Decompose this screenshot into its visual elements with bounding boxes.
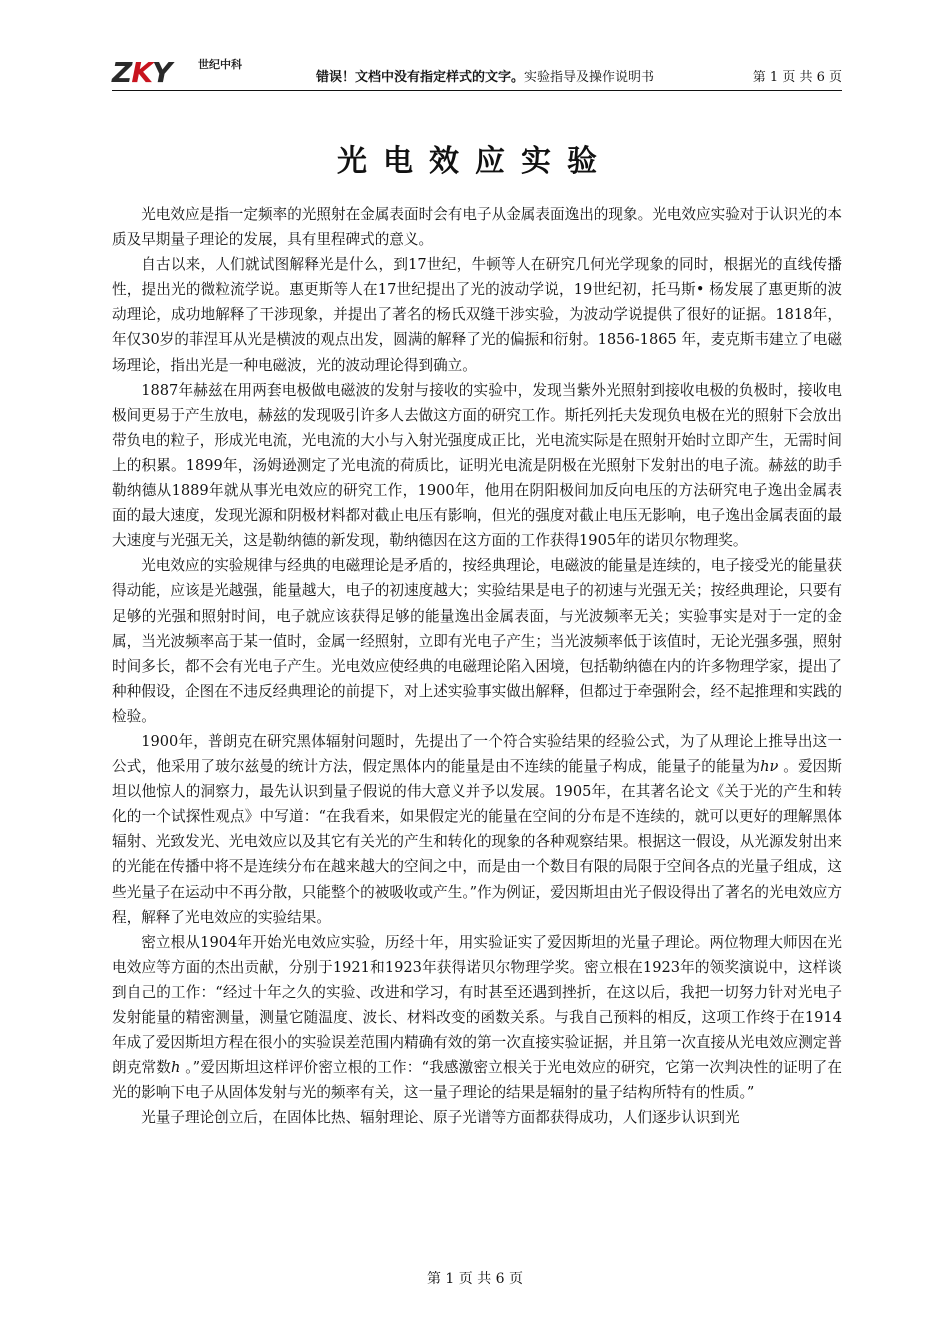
paragraph-6: [112, 930, 842, 1106]
header-doc-title: 实验指导及操作说明书: [524, 70, 655, 85]
document-title: 光电效应实验: [337, 144, 613, 179]
header-page-number: 第 1 页 共 6 页: [752, 70, 842, 85]
header-divider: [112, 90, 842, 91]
paragraph-3: 1887年赫兹在用两套电极做电磁波的发射与接收的实验中，发现当紫外光照射到接收电极的负极时，接收电极间更易于产生放电，赫兹的发现吸引许多人去做这方面的研究工作。斯托列托夫发现负电极在光的照射下会放出带负电的粒子，形成光电流，光电流的大小与入射光强度成正比，光电流实际是在照射开始时立即产生，无需时间上的积累。1899年，汤姆逊测定了光电流的荷质比，证明光电流是阴极在光照射下发射出的电子流。赫兹的助手勒纳德从1889年就从事光电效应的研究工作，1900年，他用在阴阳极间加反向电压的方法研究电子逸出金属表面的最大速度，发现光源和阴极材料都对截止电压有影响，但光的强度对截止电压无影响，电子逸出金属表面的最大速度与光强无关，这是勒纳德的新发现，勒纳德因在这方面的工作获得1905年的诺贝尔物理奖。: [112, 381, 842, 550]
paragraph-1: 光电效应是指一定频率的光照射在金属表面时会有电子从金属表面逸出的现象。光电效应实验对于认识光的本质及早期量子理论的发展，具有里程碑式的意义。: [112, 206, 842, 249]
logo-text: 世纪中科: [198, 58, 242, 71]
page-footer: 第 1 页 共 6 页: [426, 1271, 524, 1287]
planck-constant-symbol: h: [171, 1059, 181, 1077]
paragraph-6-text-b: 。”爱因斯坦这样评价密立根的工作：“我感激密立根关于光电效应的研究，它第一次判决性的证明了在光的影响下电子从固体发射与光的频率有关，这一量子理论的结果是辐射的量子结构所特有的性质。”: [112, 1059, 842, 1102]
header-center-text: [316, 66, 654, 85]
paragraph-4: 光电效应的实验规律与经典的电磁理论是矛盾的，按经典理论，电磁波的能量是连续的，电子接受光的能量获得动能，应该是光越强，能量越大，电子的初速度越大；实验结果是电子的初速与光强无关；按经典理论，只要有足够的光强和照射时间，电子就应该获得足够的能量逸出金属表面，与光波频率无关；实验事实是对于一定的金属，当光波频率高于某一值时，金属一经照射，立即有光电子产生；当光波频率低于该值时，无论光强多强，照射时间多长，都不会有光电子产生。光电效应使经典的电磁理论陷入困境，包括勒纳德在内的许多物理学家，提出了种种假设，企图在不违反经典理论的前提下，对上述实验事实做出解释，但都过于牵强附会，经不起推理和实践的检验。: [112, 557, 842, 725]
paragraph-6-text-a: 密立根从1904年开始光电效应实验，历经十年，用实验证实了爱因斯坦的光量子理论。两位物理大师因在光电效应等方面的杰出贡献，分别于1921和1923年获得诺贝尔物理学奖。密立根在1923年的领奖演说中，这样谈到自己的工作：“经过十年之久的实验、改进和学习，有时甚至还遇到挫折，在这以后，我把一切努力针对光电子发射能量的精密测量，测量它随温度、波长、材料改变的函数关系。与我自己预料的相反，这项工作终于在1914年成了爱因斯坦方程在很小的实验误差范围内精确有效的第一次直接实验证据，并且第一次直接从光电效应测定普朗克常数: [112, 933, 842, 1077]
company-logo: [112, 54, 262, 88]
logo-mark: [112, 58, 171, 88]
logo-letters: ZKY: [112, 56, 172, 89]
paragraph-5-text-a: 1900年，普朗克在研究黑体辐射问题时，先提出了一个符合实验结果的经验公式，为了从理论上推导出这一公式，他采用了玻尔兹曼的统计方法，假定黑体内的能量是由不连续的能量子构成，能量子的能量为: [112, 732, 842, 776]
document-body: [112, 202, 842, 1130]
header-error-text: 错误！文档中没有指定样式的文字。: [316, 70, 525, 85]
paragraph-7: 光量子理论创立后，在固体比热、辐射理论、原子光谱等方面都获得成功，人们逐步认识到光: [141, 1109, 740, 1127]
page-header: [112, 54, 842, 92]
paragraph-5-text-b: 。爱因斯坦以他惊人的洞察力，最先认识到量子假说的伟大意义并予以发展。1905年，在其著名论文《关于光的产生和转化的一个试探性观点》中写道：“在我看来，如果假定光的能量在空间的分布是不连续的，就可以更好的理解黑体辐射、光致发光、光电效应以及其它有关光的产生和转化的现象的各种观察结果。根据这一假设，从光源发射出来的光能在传播中将不是连续分布在越来越大的空间之中，而是由一个数目有限的局限于空间各点的光量子组成，这些光量子在运动中不再分散，只能整个的被吸收或产生。”作为例证，爱因斯坦由光子假设得出了著名的光电效应方程，解释了光电效应的实验结果。: [112, 758, 842, 926]
paragraph-5: [112, 729, 842, 930]
paragraph-2: 自古以来，人们就试图解释光是什么，到17世纪，牛顿等人在研究几何光学现象的同时，根据光的直线传播性，提出光的微粒流学说。惠更斯等人在17世纪提出了光的波动学说，19世纪初，托马斯• 杨发展了惠更斯的波动理论，成功地解释了干涉现象，并提出了著名的杨氏双缝干涉实验，为波动学说提供了很好的证据。1818年，年仅30岁的菲涅耳从光是横波的观点出发，圆满的解释了光的偏振和衍射。1856-1865 年，麦克斯韦建立了电磁场理论，指出光是一种电磁波，光的波动理论得到确立。: [112, 256, 842, 374]
planck-energy-symbol: hν: [760, 758, 779, 776]
